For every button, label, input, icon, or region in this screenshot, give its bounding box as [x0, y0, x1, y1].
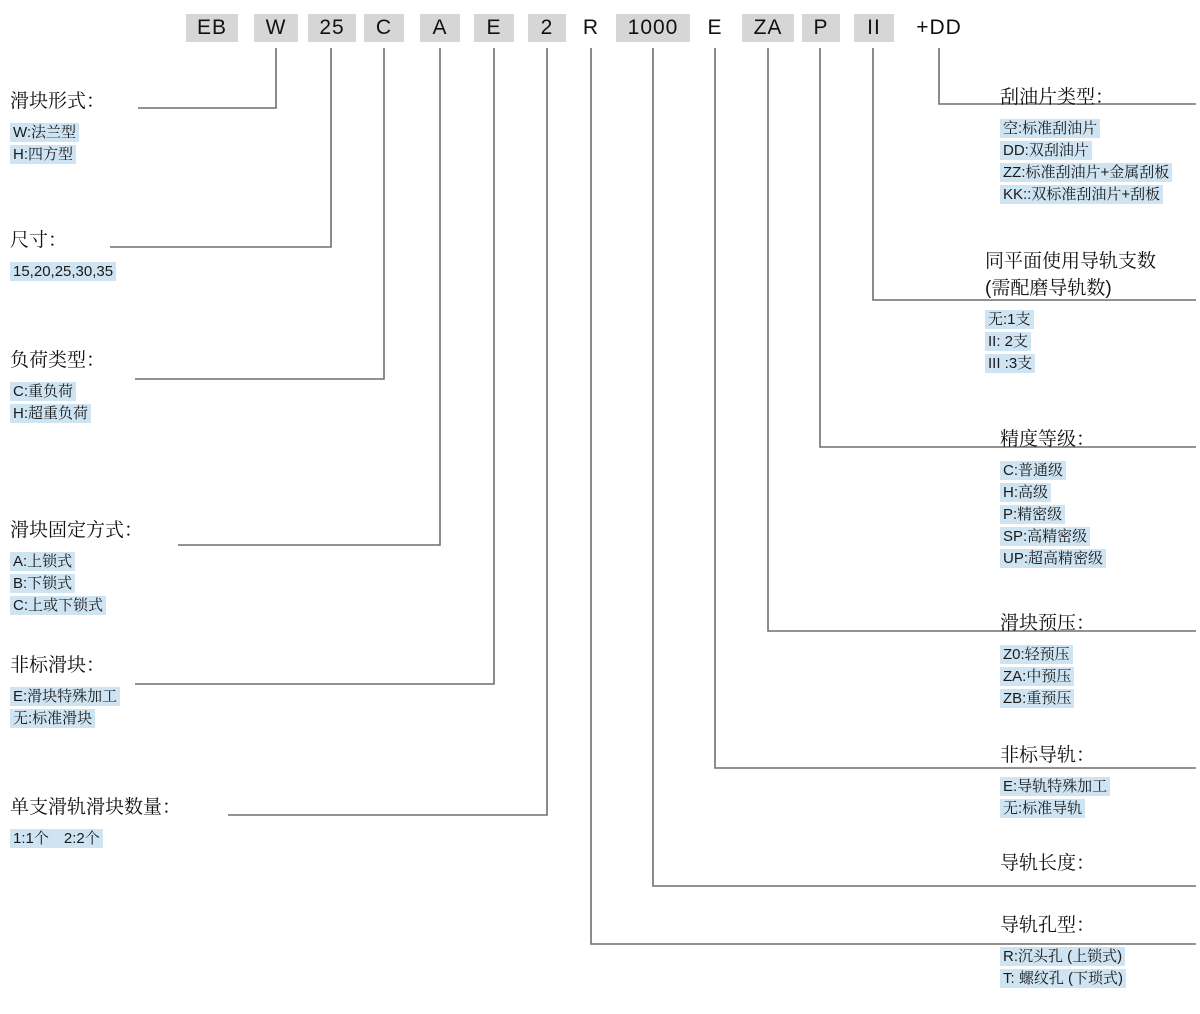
option-list — [1000, 119, 1172, 206]
code-segment: ZA — [742, 14, 794, 42]
group-load-type — [10, 345, 105, 426]
option-list — [10, 262, 116, 283]
group-size — [10, 225, 116, 284]
option-item: B:下锁式 — [10, 574, 75, 593]
option-list — [10, 829, 181, 850]
option-list — [1000, 461, 1106, 570]
group-rails-per-plane — [985, 246, 1156, 376]
group-rail-hole-type — [1000, 910, 1126, 991]
option-item: II: 2支 — [985, 332, 1031, 351]
option-item: E:导轨特殊加工 — [1000, 777, 1110, 796]
option-item: 空:标准刮油片 — [1000, 119, 1100, 138]
code-segment: 1000 — [616, 14, 690, 42]
code-segment: +DD — [916, 16, 962, 39]
group-title: 负荷类型： — [10, 350, 106, 371]
group-sliders-per-rail — [10, 792, 181, 851]
option-list — [1000, 947, 1126, 990]
code-segment: 25 — [308, 14, 356, 42]
code-segment: E — [474, 14, 514, 42]
option-item: H:四方型 — [10, 145, 76, 164]
option-item: ZB:重预压 — [1000, 689, 1074, 708]
group-title: 同平面使用导轨支数 — [985, 251, 1157, 272]
option-item: E:滑块特殊加工 — [10, 687, 120, 706]
group-rail-length — [1000, 848, 1095, 885]
code-segment: 2 — [528, 14, 566, 42]
group-title: 精度等级： — [1000, 429, 1096, 450]
option-list — [985, 310, 1156, 375]
group-title: 导轨孔型： — [1000, 915, 1096, 936]
code-segment: P — [802, 14, 840, 42]
code-segment: E — [707, 16, 723, 39]
group-title: 尺寸： — [10, 230, 68, 251]
option-item: 1:1个 2:2个 — [10, 829, 103, 848]
group-title: 滑块预压： — [1000, 613, 1096, 634]
group-non-standard-slider — [10, 650, 120, 731]
option-item: C:上或下锁式 — [10, 596, 106, 615]
group-title: 滑块固定方式： — [10, 520, 144, 541]
code-segment: A — [420, 14, 460, 42]
group-title: 导轨长度： — [1000, 853, 1096, 874]
option-item: III :3支 — [985, 354, 1035, 373]
option-list — [10, 382, 105, 425]
code-segment: R — [582, 16, 600, 39]
option-item: R:沉头孔 (上锁式) — [1000, 947, 1125, 966]
option-list — [10, 687, 120, 730]
group-title: 刮油片类型： — [1000, 87, 1115, 108]
option-item: 无:1支 — [985, 310, 1034, 329]
option-item: SP:高精密级 — [1000, 527, 1090, 546]
option-item: Z0:轻预压 — [1000, 645, 1073, 664]
option-item: DD:双刮油片 — [1000, 141, 1092, 160]
option-item: W:法兰型 — [10, 123, 79, 142]
group-title: 非标导轨： — [1000, 745, 1096, 766]
option-list — [1000, 645, 1095, 710]
option-item: 15,20,25,30,35 — [10, 262, 116, 281]
option-item: H:高级 — [1000, 483, 1051, 502]
option-item: C:重负荷 — [10, 382, 76, 401]
code-segment: EB — [186, 14, 238, 42]
group-non-standard-rail — [1000, 740, 1110, 821]
code-segment: C — [364, 14, 404, 42]
option-list — [10, 123, 105, 166]
option-item: UP:超高精密级 — [1000, 549, 1106, 568]
option-item: ZA:中预压 — [1000, 667, 1074, 686]
code-segment: II — [854, 14, 894, 42]
option-item: 无:标准滑块 — [10, 709, 95, 728]
group-title: 单支滑轨滑块数量： — [10, 797, 182, 818]
group-slider-fixing-method — [10, 515, 143, 618]
group-title: 非标滑块： — [10, 655, 106, 676]
group-accuracy-grade — [1000, 424, 1106, 571]
group-slider-form — [10, 86, 105, 167]
option-item: H:超重负荷 — [10, 404, 91, 423]
group-title: 滑块形式： — [10, 91, 106, 112]
group-slider-preload — [1000, 608, 1095, 711]
option-item: C:普通级 — [1000, 461, 1066, 480]
option-item: 无:标准导轨 — [1000, 799, 1085, 818]
option-item: KK::双标准刮油片+刮板 — [1000, 185, 1163, 204]
code-segment: W — [254, 14, 298, 42]
option-list — [10, 552, 143, 617]
option-item: A:上锁式 — [10, 552, 75, 571]
option-item: T: 螺纹孔 (下琐式) — [1000, 969, 1126, 988]
group-subtitle: (需配磨导轨数) — [985, 278, 1112, 299]
option-list — [1000, 777, 1110, 820]
group-wiper-type — [1000, 82, 1172, 207]
option-item: P:精密级 — [1000, 505, 1065, 524]
option-item: ZZ:标准刮油片+金属刮板 — [1000, 163, 1172, 182]
